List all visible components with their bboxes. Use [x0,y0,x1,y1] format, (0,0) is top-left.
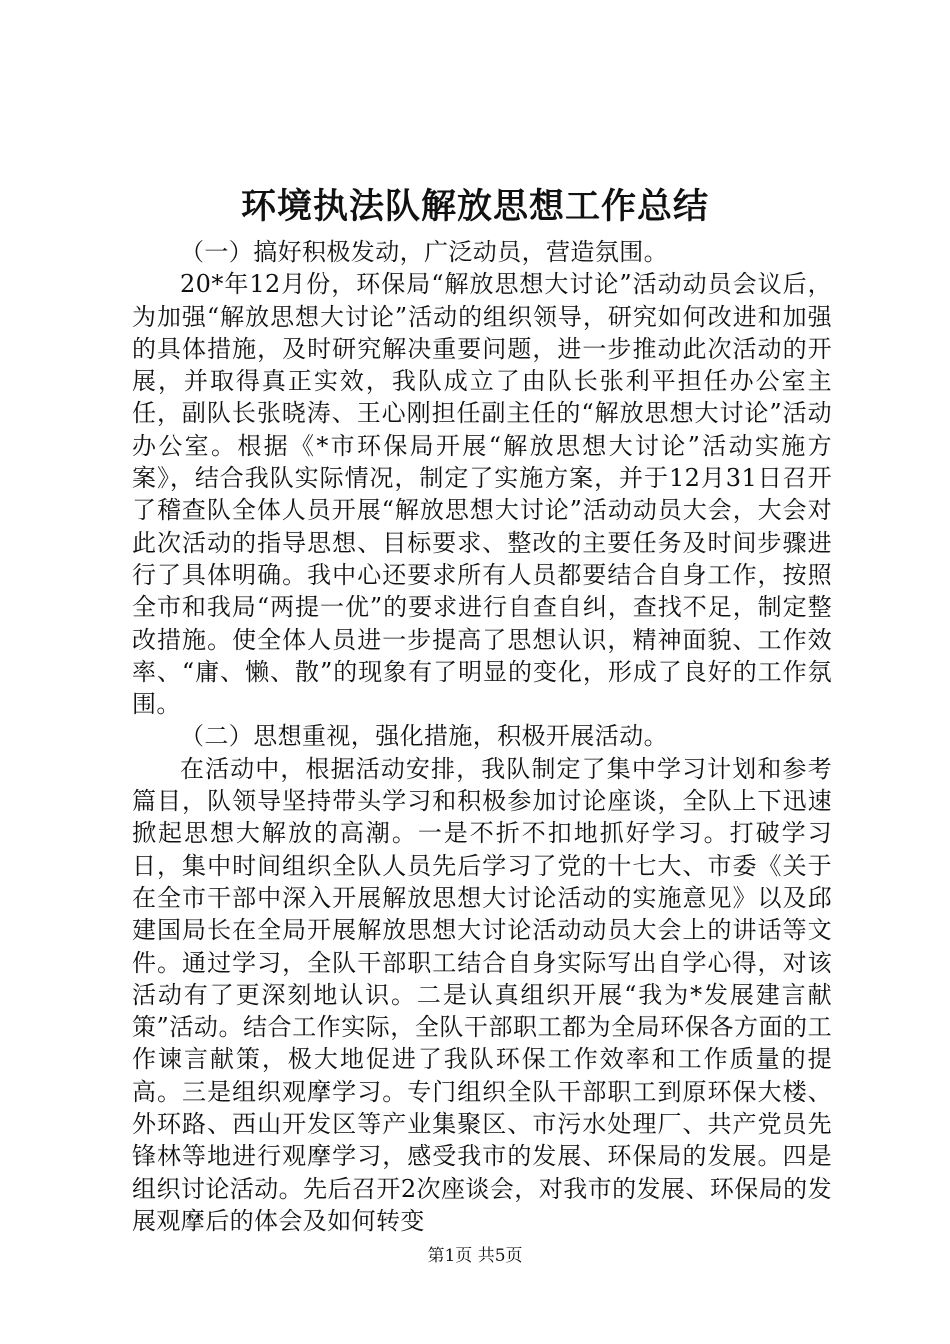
document-body [132,236,832,1237]
body-paragraph-2: 在活动中，根据活动安排，我队制定了集中学习计划和参考篇目，队领导坚持带头学习和积极参加讨论座谈，全队上下迅速掀起思想大解放的高潮。一是不折不扣地抓好学习。打破学习日，集中时间组织全队人员先后学习了党的十七大、市委《关于在全市干部中深入开展解放思想大讨论活动的实施意见》以及邱建国局长在全局开展解放思想大讨论活动动员大会上的讲话等文件。通过学习，全队干部职工结合自身实际写出自学心得，对该活动有了更深刻地认识。二是认真组织开展“我为*发展建言献策”活动。结合工作实际，全队干部职工都为全局环保各方面的工作谏言献策，极大地促进了我队环保工作效率和工作质量的提高。三是组织观摩学习。专门组织全队干部职工到原环保大楼、外环路、西山开发区等产业集聚区、市污水处理厂、共产党员先锋林等地进行观摩学习，感受我市的发展、环保局的发展。四是组织讨论活动。先后召开2次座谈会，对我市的发展、环保局的发展观摩后的体会及如何转变 [132,754,832,1235]
section-heading-2: （二）思想重视，强化措施，积极开展活动。 [180,722,668,751]
section-heading-1: （一）搞好积极发动，广泛动员，营造氛围。 [180,238,668,266]
document-title: 环境执法队解放思想工作总结 [240,186,709,227]
page-number-footer: 第1页 共5页 [427,1246,523,1266]
body-paragraph-1: 20*年12月份，环保局“解放思想大讨论”活动动员会议后，为加强“解放思想大讨论”活动的组织领导，研究如何改进和加强的具体措施，及时研究解决重要问题，进一步推动此次活动的开展，并取得真正实效，我队成立了由队长张利平担任办公室主任，副队长张晓涛、王心刚担任副主任的“解放思想大讨论”活动办公室。根据《*市环保局开展“解放思想大讨论”活动实施方案》，结合我队实际情况，制定了实施方案，并于12月31日召开了稽查队全体人员开展“解放思想大讨论”活动动员大会，大会对此次活动的指导思想、目标要求、整改的主要任务及时间步骤进行了具体明确。我中心还要求所有人员都要结合自身工作，按照全市和我局“两提一优”的要求进行自查自纠，查找不足，制定整改措施。使全体人员进一步提高了思想认识，精神面貌、工作效率、“庸、懒、散”的现象有了明显的变化，形成了良好的工作氛围。 [132,270,832,719]
